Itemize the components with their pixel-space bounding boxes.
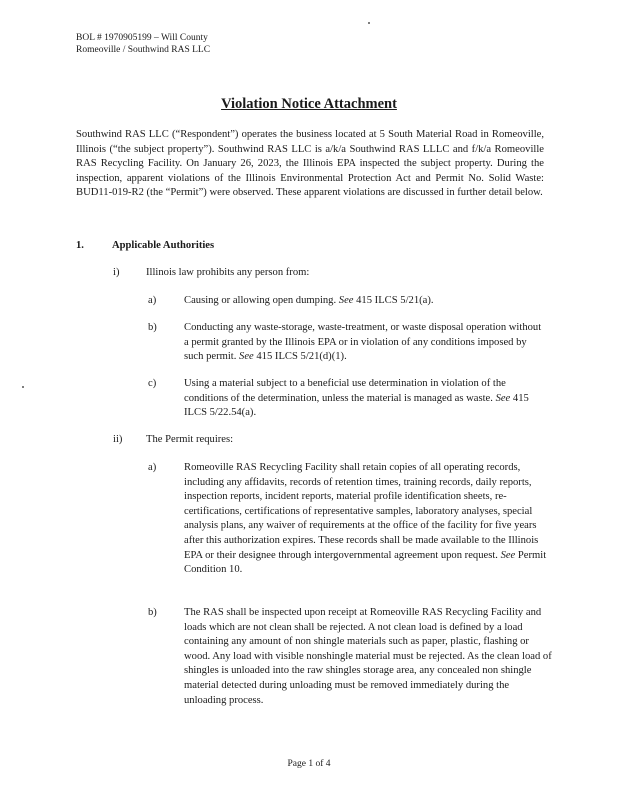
page-title: Violation Notice Attachment (221, 96, 397, 112)
header-bol-line: BOL # 1970905199 – Will County (76, 33, 208, 43)
item-letter: c) (148, 378, 157, 389)
item-text: Causing or allowing open dumping. See 415 ILCS 5/21(a). (184, 295, 434, 306)
item-letter: a) (148, 462, 157, 473)
item-text: Romeoville RAS Recycling Facility shall retain copies of all operating records, including any affidavits, records of retention times, training records, daily reports, inspection reports, incident reports, material profile identification sheets, re-certifications, certifications of representative samples, laboratory analyses, special analysis plans, any waiver of requirements at the office of the facility for five years after this authorization expires. These records shall be made available to the Illinois EPA or their designee through intergovernmental agreement upon request. See Permit Condition 10. (184, 462, 547, 576)
item-text: Conducting any waste-storage, waste-treatment, or waste disposal operation without a permit granted by the Illinois EPA or in violation of any conditions imposed by such permit. See 415 ILCS 5/21(d)(1). (184, 322, 542, 363)
item-letter: a) (148, 295, 157, 306)
subsection-text: The Permit requires: (146, 434, 234, 445)
subsection-number: i) (113, 267, 120, 278)
subsection-number: ii) (113, 434, 123, 445)
intro-paragraph: Southwind RAS LLC (“Respondent”) operates the business located at 5 South Material Road in Romeoville, Illinois (“the subject property”). Southwind RAS LLC is a/k/a Southwind RAS LLLC and f/k/a Romeoville RAS Recycling Facility. On January 26, 2023, the Illinois EPA inspected the subject property. During the inspection, apparent violations of the Illinois Environmental Protection Act and Permit No. Solid Waste: BUD11-019-R2 (the “Permit”) were observed. These apparent violations are discussed in further detail below. (76, 129, 544, 199)
scan-speck (368, 22, 370, 24)
subsection-text: Illinois law prohibits any person from: (146, 267, 310, 278)
item-letter: b) (148, 607, 157, 618)
item-text: The RAS shall be inspected upon receipt at Romeoville RAS Recycling Facility and loads which are not clean shall be rejected. A not clean load is defined by a load containing any amount of non shingle materials such as paper, plastic, flashing or wood. Any load with visible nonshingle material must be rejected. As the clean load of shingles is unloaded into the raw shingles storage area, any concealed non shingle material detected during unloading must be removed immediately during the unloading process. (184, 607, 552, 706)
section-number: 1. (76, 240, 84, 251)
item-letter: b) (148, 322, 157, 333)
document-header (76, 33, 210, 56)
item-text: Using a material subject to a beneficial use determination in violation of the conditions of the determination, unless the material is managed as waste. See 415 ILCS 5/22.54(a). (184, 378, 529, 419)
scan-speck (22, 386, 24, 388)
header-respondent-line: Romeoville / Southwind RAS LLC (76, 44, 211, 55)
page-footer: Page 1 of 4 (287, 759, 331, 769)
section-title: Applicable Authorities (112, 240, 215, 251)
